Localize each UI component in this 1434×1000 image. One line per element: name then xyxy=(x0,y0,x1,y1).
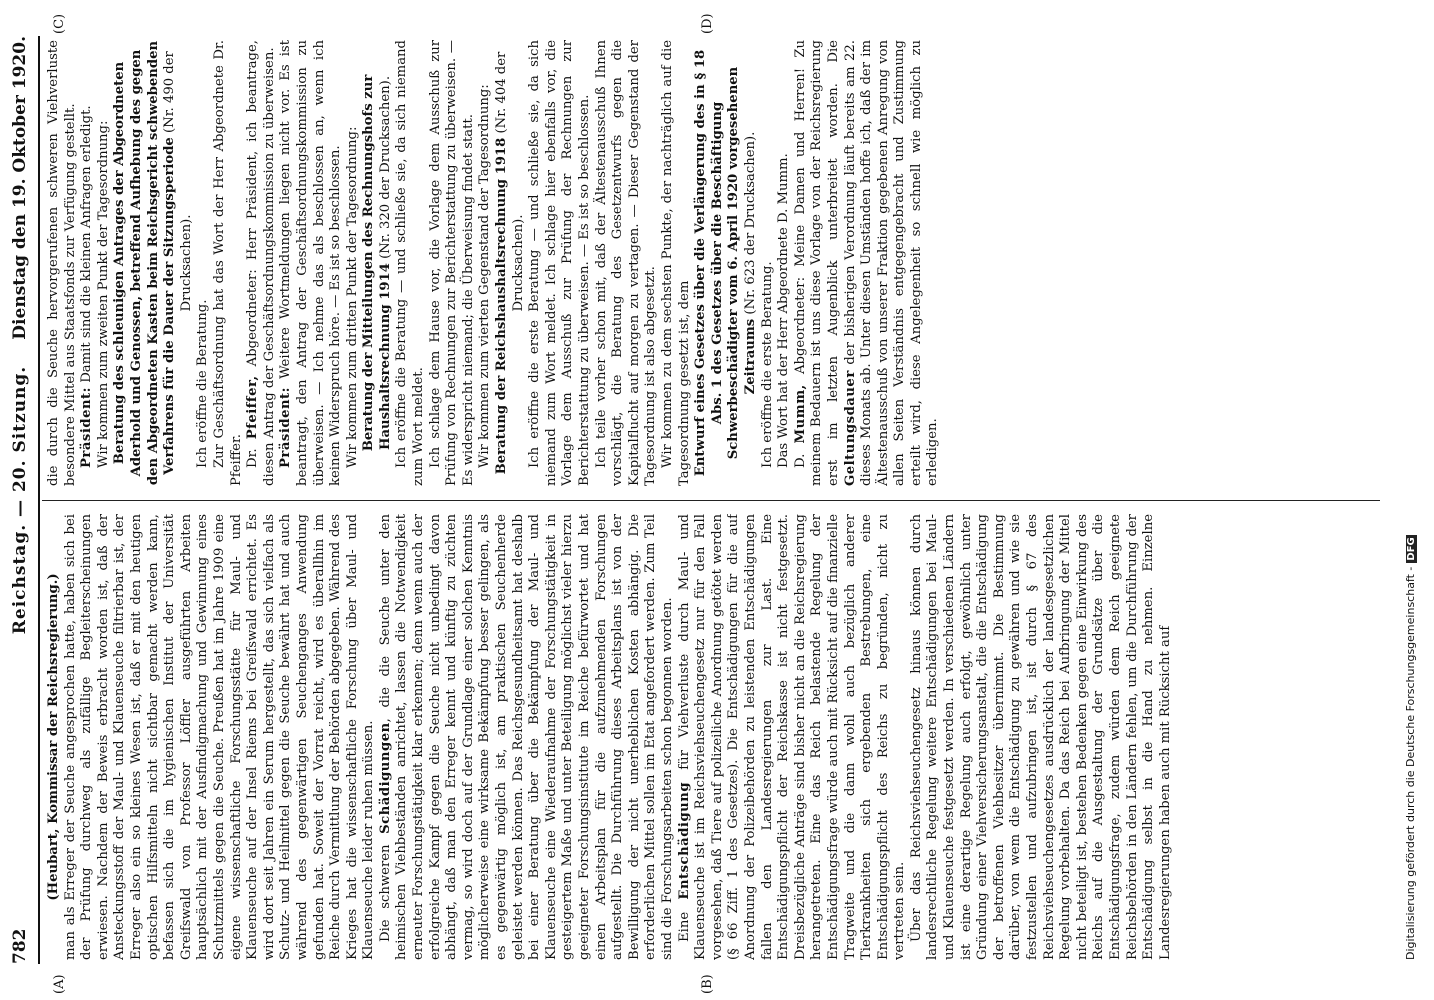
paragraph: Wir kommen zum dritten Punkt der Tagesordnung: xyxy=(344,126,360,468)
right-column xyxy=(46,40,1376,486)
paragraph: Präsident: Damit sind die kleinen Anfragen erledigt. xyxy=(79,105,95,468)
paragraph: man als Erreger der Seuche angesprochen hatte, haben sich bei der Prüfung durchweg als zufällige Begleiterscheinungen erwiesen. Nachdem der Beweis erbracht worden ist, daß der Ansteckungsstoff der Maul- und Klauenseuche filtrierbar ist, der Erreger also ein so kleines Wesen ist, daß er mit den heutigen optischen Hilfsmitteln nicht sichtbar gemacht werden kann, befassen sich die im hygienischen Institut der Universität Greifswald von Professor Löffler ausgeführten Arbeiten hauptsächlich mit der Ausfindigmachung und Gewinnung eines Schutzmittels gegen die Seuche. Preußen hat im Jahre 1909 eine eigene wissenschaftliche Forschungsstätte für Maul- und Klauenseuche auf der Insel Riems bei Greifswald errichtet. Es wird dort seit Jahren ein Serum hergestellt, das sich vielfach als Schutz- und Heilmittel gegen die Seuche bewährt hat und auch während des gegenwärtigen Seuchenganges Anwendung gefunden hat. Soweit der Vorrat reicht, wird es überallhin im Reiche durch Vermittlung der Behörden abgegeben. Während des Krieges hat die wissenschaftliche Forschung über Maul- und Klauenseuche leider ruhen müssen. xyxy=(62,514,377,960)
paragraph: Ich eröffne die Beratung — und schließe sie, da sich niemand zum Wort meldet. xyxy=(394,40,427,486)
session-title: Reichstag. — 20. Sitzung. xyxy=(10,365,30,635)
paragraph: Ich teile vorher schon mit, daß der Ältestenausschuß Ihnen vorschlägt, die Beratung des Gesetzentwurfs gegen die Kapitalflucht auf morgen zu vertagen. — Dieser Gegenstand der Tagesordnung ist also abgesetzt. xyxy=(593,40,659,486)
emphasis: Entschädigung xyxy=(676,781,692,900)
dfg-logo: DFG xyxy=(1406,537,1417,561)
speaker-pfeiffer: Pfeiffer, xyxy=(245,375,261,440)
paragraph: Wir kommen zum zweiten Punkt der Tagesordnung: xyxy=(95,120,111,468)
column-divider xyxy=(42,500,1380,501)
agenda-item-heading: Beratung des schleunigen Antrages der Abgeordneten Aderhold und Genossen, betreffend Aufhebung des gegen den Abgeordneten Kasten beim Reichsgericht schwebenden Verfahrens für die Dauer der Sitzungsperiode (Nr. 490 der Drucksachen). xyxy=(112,40,194,486)
speaker-president: Präsident: xyxy=(79,386,95,468)
header-rule xyxy=(38,36,40,964)
paragraph: die durch die Seuche hervorgerufenen schweren Viehverluste besondere Mittel aus Staatsfonds zur Verfügung gestellt. xyxy=(46,40,78,486)
left-column xyxy=(46,514,1376,960)
agenda-item-heading: Entwurf eines Gesetzes über die Verlängerung des in § 18 Abs. 1 des Gesetzes über die Beschäftigung Schwerbeschädigter vom 6. April 1920 vorgesehenen Zeitraums (Nr. 623 der Drucksachen). xyxy=(693,49,758,477)
speaker-mumm: Mumm, xyxy=(792,384,808,444)
paragraph: Ich eröffne die erste Beratung. xyxy=(759,261,775,468)
paragraph: Wir kommen zu dem sechsten Punkte, der nachträglich auf die Tagesordnung gesetzt ist, dem xyxy=(659,40,692,486)
emphasis: Schädigungen xyxy=(377,722,393,834)
speaker-heubart: (Heubart, Kommissar der Reichsregierung.) xyxy=(46,573,61,901)
page-number: 782 xyxy=(10,928,30,964)
session-date: Dienstag den 19. Oktober 1920. xyxy=(10,36,30,340)
paragraph: Das Wort hat der Herr Abgeordnete D. Mumm. xyxy=(776,153,792,468)
paragraph: Ich eröffne die erste Beratung — und schließe sie, da sich niemand zum Wort meldet. Ich schlage hier ebenfalls vor, die Vorlage dem Ausschuß zur Prüfung der Rechnungen zur Berichterstattung zu überweisen. — Es ist so beschlossen. xyxy=(527,40,592,486)
paragraph: D. Mumm, Abgeordneter: Meine Damen und Herren! Zu meinem Bedauern ist uns diese Vorlage von der Reichsregierung erst im letzten Augenblick unterbreitet worden. Die Geltungsdauer der bisherigen Verordnung läuft bereits am 22. dieses Monats ab. Unter diesen Umständen hoffe ich, daß der im Ältestenausschuß von unserer Fraktion gegebenen Anregung von allen Seiten Verständnis entgegengebracht und Zustimmung erteilt wird, diese Angelegenheit so schnell wie möglich zu erledigen. xyxy=(792,40,941,486)
margin-letter-d: (D) xyxy=(700,13,715,34)
agenda-item-heading: Beratung der Mitteilungen des Rechnungshofs zur Haushaltsrechnung 1914 (Nr. 320 der Drucksachen). xyxy=(361,74,393,452)
digitization-credit xyxy=(1404,535,1417,960)
paragraph: Die schweren Schädigungen, die die Seuche unter den heimischen Viehbeständen anrichtet, lassen die Notwendigkeit erneuter Forschungstätigkeit klar erkennen; denn wenn auch der erfolgreiche Kampf gegen die Seuche nicht unbedingt davon abhängt, daß man den Erreger kennt und künftig zu züchten vermag, so wird doch auf der Grundlage einer solchen Kenntnis möglicherweise eine wirksame Bekämpfung besser gelingen, als es gegenwärtig möglich ist, am praktischen Seuchenherde geleistet werden können. Das Reichsgesundheitsamt hat deshalb bei einer Beratung über die Bekämpfung der Maul- und Klauenseuche eine Wiederaufnahme der Forschungstätigkeit in gesteigertem Maße und unter Beteiligung möglichst vieler hierzu geeigneter Forschungsinstitute im Reiche befürwortet und hat einen Arbeitsplan für die aufzunehmenden Forschungen aufgestellt. Die Durchführung dieses Arbeitsplans ist von der Bewilligung der nicht unerheblichen Kosten abhängig. Die erforderlichen Mittel sollen im Etat angefordert werden. Zum Teil sind die Forschungsarbeiten schon begonnen worden. xyxy=(377,514,675,960)
emphasis: Geltungsdauer xyxy=(842,370,858,486)
margin-letter-b: (B) xyxy=(700,974,715,994)
paragraph: Dr. Pfeiffer, Abgeordneter: Herr Präsident, ich beantrage, diesen Antrag der Geschäftsordnungskommission zu überweisen. xyxy=(245,40,277,486)
page-header xyxy=(10,36,36,964)
margin-letter-c: (C) xyxy=(52,13,67,34)
paragraph: Ich schlage dem Hause vor, die Vorlage dem Ausschuß zur Prüfung von Rechnungen zur Berichterstattung zu überweisen. — Es widerspricht niemand; die Überweisung findet statt. xyxy=(427,40,476,486)
paragraph: Über das Reichsviehseuchengesetz hinaus können durch landesrechtliche Regelung weitere Entschädigungen bei Maul- und Klauenseuche festgesetzt werden. In verschiedenen Ländern ist eine derartige Regelung auch erfolgt, gewöhnlich unter Gründung einer Viehversicherungsanstalt, die die Entschädigung der betroffenen Viehbesitzer übernimmt. Die Bestimmung darüber, von wem die Entschädigung zu gewähren und wie sie festzustellen und aufzubringen ist, ist durch § 67 des Reichsviehseuchengesetzes ausdrücklich der landesgesetzlichen Regelung vorbehalten. Da das Reich bei Aufbringung der Mittel nicht beteiligt ist, bestehen Bedenken gegen eine Einwirkung des Reichs auf die Ausgestaltung der Grundsätze über die Entschädigungsfrage, zudem würden dem Reich geeignete Reichsbehörden in den Ländern fehlen, um die Durchführung der Entschädigung selbst in die Hand zu nehmen. Einzelne Landesregierungen haben auch mit Rücksicht auf xyxy=(908,514,1173,960)
speaker-president: Präsident: xyxy=(278,386,294,468)
margin-letter-a: (A) xyxy=(52,974,67,994)
credit-text: Digitalisierung gefördert durch die Deutsche Forschungsgemeinschaft - xyxy=(1404,566,1417,960)
paragraph: Eine Entschädigung für Viehverluste durch Maul- und Klauenseuche ist im Reichsviehseuchengesetz nur für den Fall vorgesehen, daß Tiere auf polizeiliche Anordnung getötet werden (§ 66 Ziff. 1 des Gesetzes). Die Entschädigungen für die auf Anordnung der Polizeibehörden zu leistenden Entschädigungen fallen den Landesregierungen zur Last. Eine Entschädigungspflicht der Reichskasse ist nicht festgesetzt. Dreisbezügliche Anträge sind bisher nicht an die Reichsregierung herangetreten. Eine das Reich belastende Regelung der Entschädigungsfrage würde auch mit Rücksicht auf die finanzielle Tragweite und die dann wohl auch bezüglich anderer Tierkrankheiten sich ergebenden Bestrebungen, eine Entschädigungspflicht des Reichs zu begründen, nicht zu vertreten sein. xyxy=(676,514,908,960)
paragraph: Präsident: Weitere Wortmeldungen liegen nicht vor. Es ist beantragt, den Antrag der Geschäftsordnungskommission zu überweisen. — Ich nehme das als beschlossen an, wenn ich keinen Widerspruch höre. — Es ist so beschlossen. xyxy=(278,40,344,486)
agenda-item-heading: Beratung der Reichshaushaltsrechnung 1918 (Nr. 404 der Drucksachen). xyxy=(494,51,526,475)
paragraph: Wir kommen zum vierten Gegenstand der Tagesordnung: xyxy=(477,84,493,468)
paragraph: Zur Geschäftsordnung hat das Wort der Herr Abgeordnete Dr. Pfeiffer. xyxy=(211,40,244,486)
paragraph: Ich eröffne die Beratung. xyxy=(195,299,211,468)
